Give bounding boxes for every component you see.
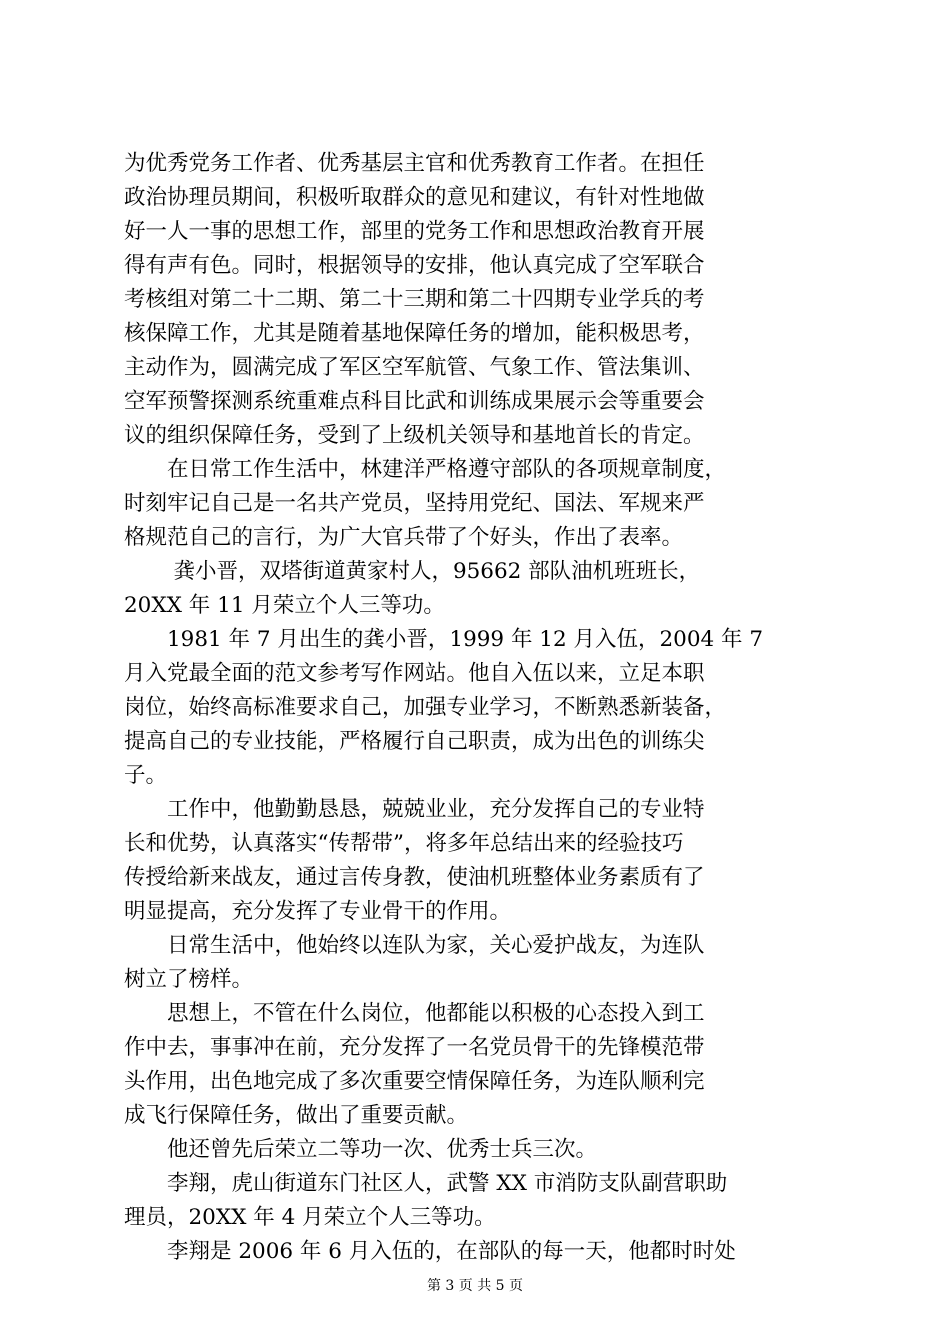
- text-line: 主动作为，圆满完成了军区空军航管、气象工作、管法集训、: [124, 355, 705, 380]
- text-line: 空军预警探测系统重难点科目比武和训练成果展示会等重要会: [124, 389, 705, 414]
- text-line: 工作中，他勤勤恳恳，兢兢业业，充分发挥自己的专业特: [167, 797, 705, 822]
- text-line: 成飞行保障任务，做出了重要贡献。: [124, 1103, 469, 1128]
- text-line: 思想上，不管在什么岗位，他都能以积极的心态投入到工: [167, 1001, 705, 1026]
- text-line: 提高自己的专业技能，严格履行自己职责，成为出色的训练尖: [124, 729, 705, 754]
- text-line: 作中去，事事冲在前，充分发挥了一名党员骨干的先锋模范带: [124, 1035, 705, 1060]
- text-line: 他还曾先后荣立二等功一次、优秀士兵三次。: [167, 1137, 598, 1162]
- text-line: 月入党最全面的范文参考写作网站。他自入伍以来，立足本职: [124, 661, 705, 686]
- text-line: 子。: [124, 763, 168, 788]
- text-line: 岗位，始终高标准要求自己，加强专业学习，不断熟悉新装备，: [124, 695, 727, 720]
- text-line: 20XX 年 11 月荣立个人三等功。: [124, 593, 445, 618]
- text-line: 李翔是 2006 年 6 月入伍的，在部队的每一天，他都时时处: [167, 1239, 736, 1264]
- text-line: 日常生活中，他始终以连队为家，关心爱护战友，为连队: [167, 933, 705, 958]
- text-line: 明显提高，充分发挥了专业骨干的作用。: [124, 899, 512, 924]
- text-line: 核保障工作，尤其是随着基地保障任务的增加，能积极思考，: [124, 321, 705, 346]
- text-line: 龚小晋，双塔街道黄家村人，95662 部队油机班班长，: [173, 559, 701, 584]
- text-line: 议的组织保障任务，受到了上级机关领导和基地首长的肯定。: [124, 423, 705, 448]
- text-line: 得有声有色。同时，根据领导的安排，他认真完成了空军联合: [124, 253, 705, 278]
- page-footer: 第 3 页 共 5 页: [426, 1278, 524, 1294]
- text-line: 考核组对第二十二期、第二十三期和第二十四期专业学兵的考: [124, 287, 705, 312]
- text-line: 头作用，出色地完成了多次重要空情保障任务，为连队顺利完: [124, 1069, 705, 1094]
- text-line: 格规范自己的言行，为广大官兵带了个好头，作出了表率。: [124, 525, 684, 550]
- text-line: 长和优势，认真落实“传帮带”，将多年总结出来的经验技巧: [124, 831, 684, 856]
- text-line: 在日常工作生活中，林建洋严格遵守部队的各项规章制度，: [167, 457, 727, 482]
- text-line: 政治协理员期间，积极听取群众的意见和建议，有针对性地做: [124, 185, 705, 210]
- text-line: 树立了榜样。: [124, 967, 254, 992]
- text-line: 传授给新来战友，通过言传身教，使油机班整体业务素质有了: [124, 865, 705, 890]
- document-body: [124, 147, 830, 1269]
- text-line: 1981 年 7 月出生的龚小晋，1999 年 12 月入伍，2004 年 7: [167, 627, 764, 652]
- text-line: 好一人一事的思想工作，部里的党务工作和思想政治教育开展: [124, 219, 705, 244]
- text-line: 为优秀党务工作者、优秀基层主官和优秀教育工作者。在担任: [124, 151, 705, 176]
- text-line: 理员，20XX 年 4 月荣立个人三等功。: [124, 1205, 496, 1230]
- text-line: 时刻牢记自己是一名共产党员，坚持用党纪、国法、军规来严: [124, 491, 705, 516]
- text-line: 李翔，虎山街道东门社区人，武警 XX 市消防支队副营职助: [167, 1171, 728, 1196]
